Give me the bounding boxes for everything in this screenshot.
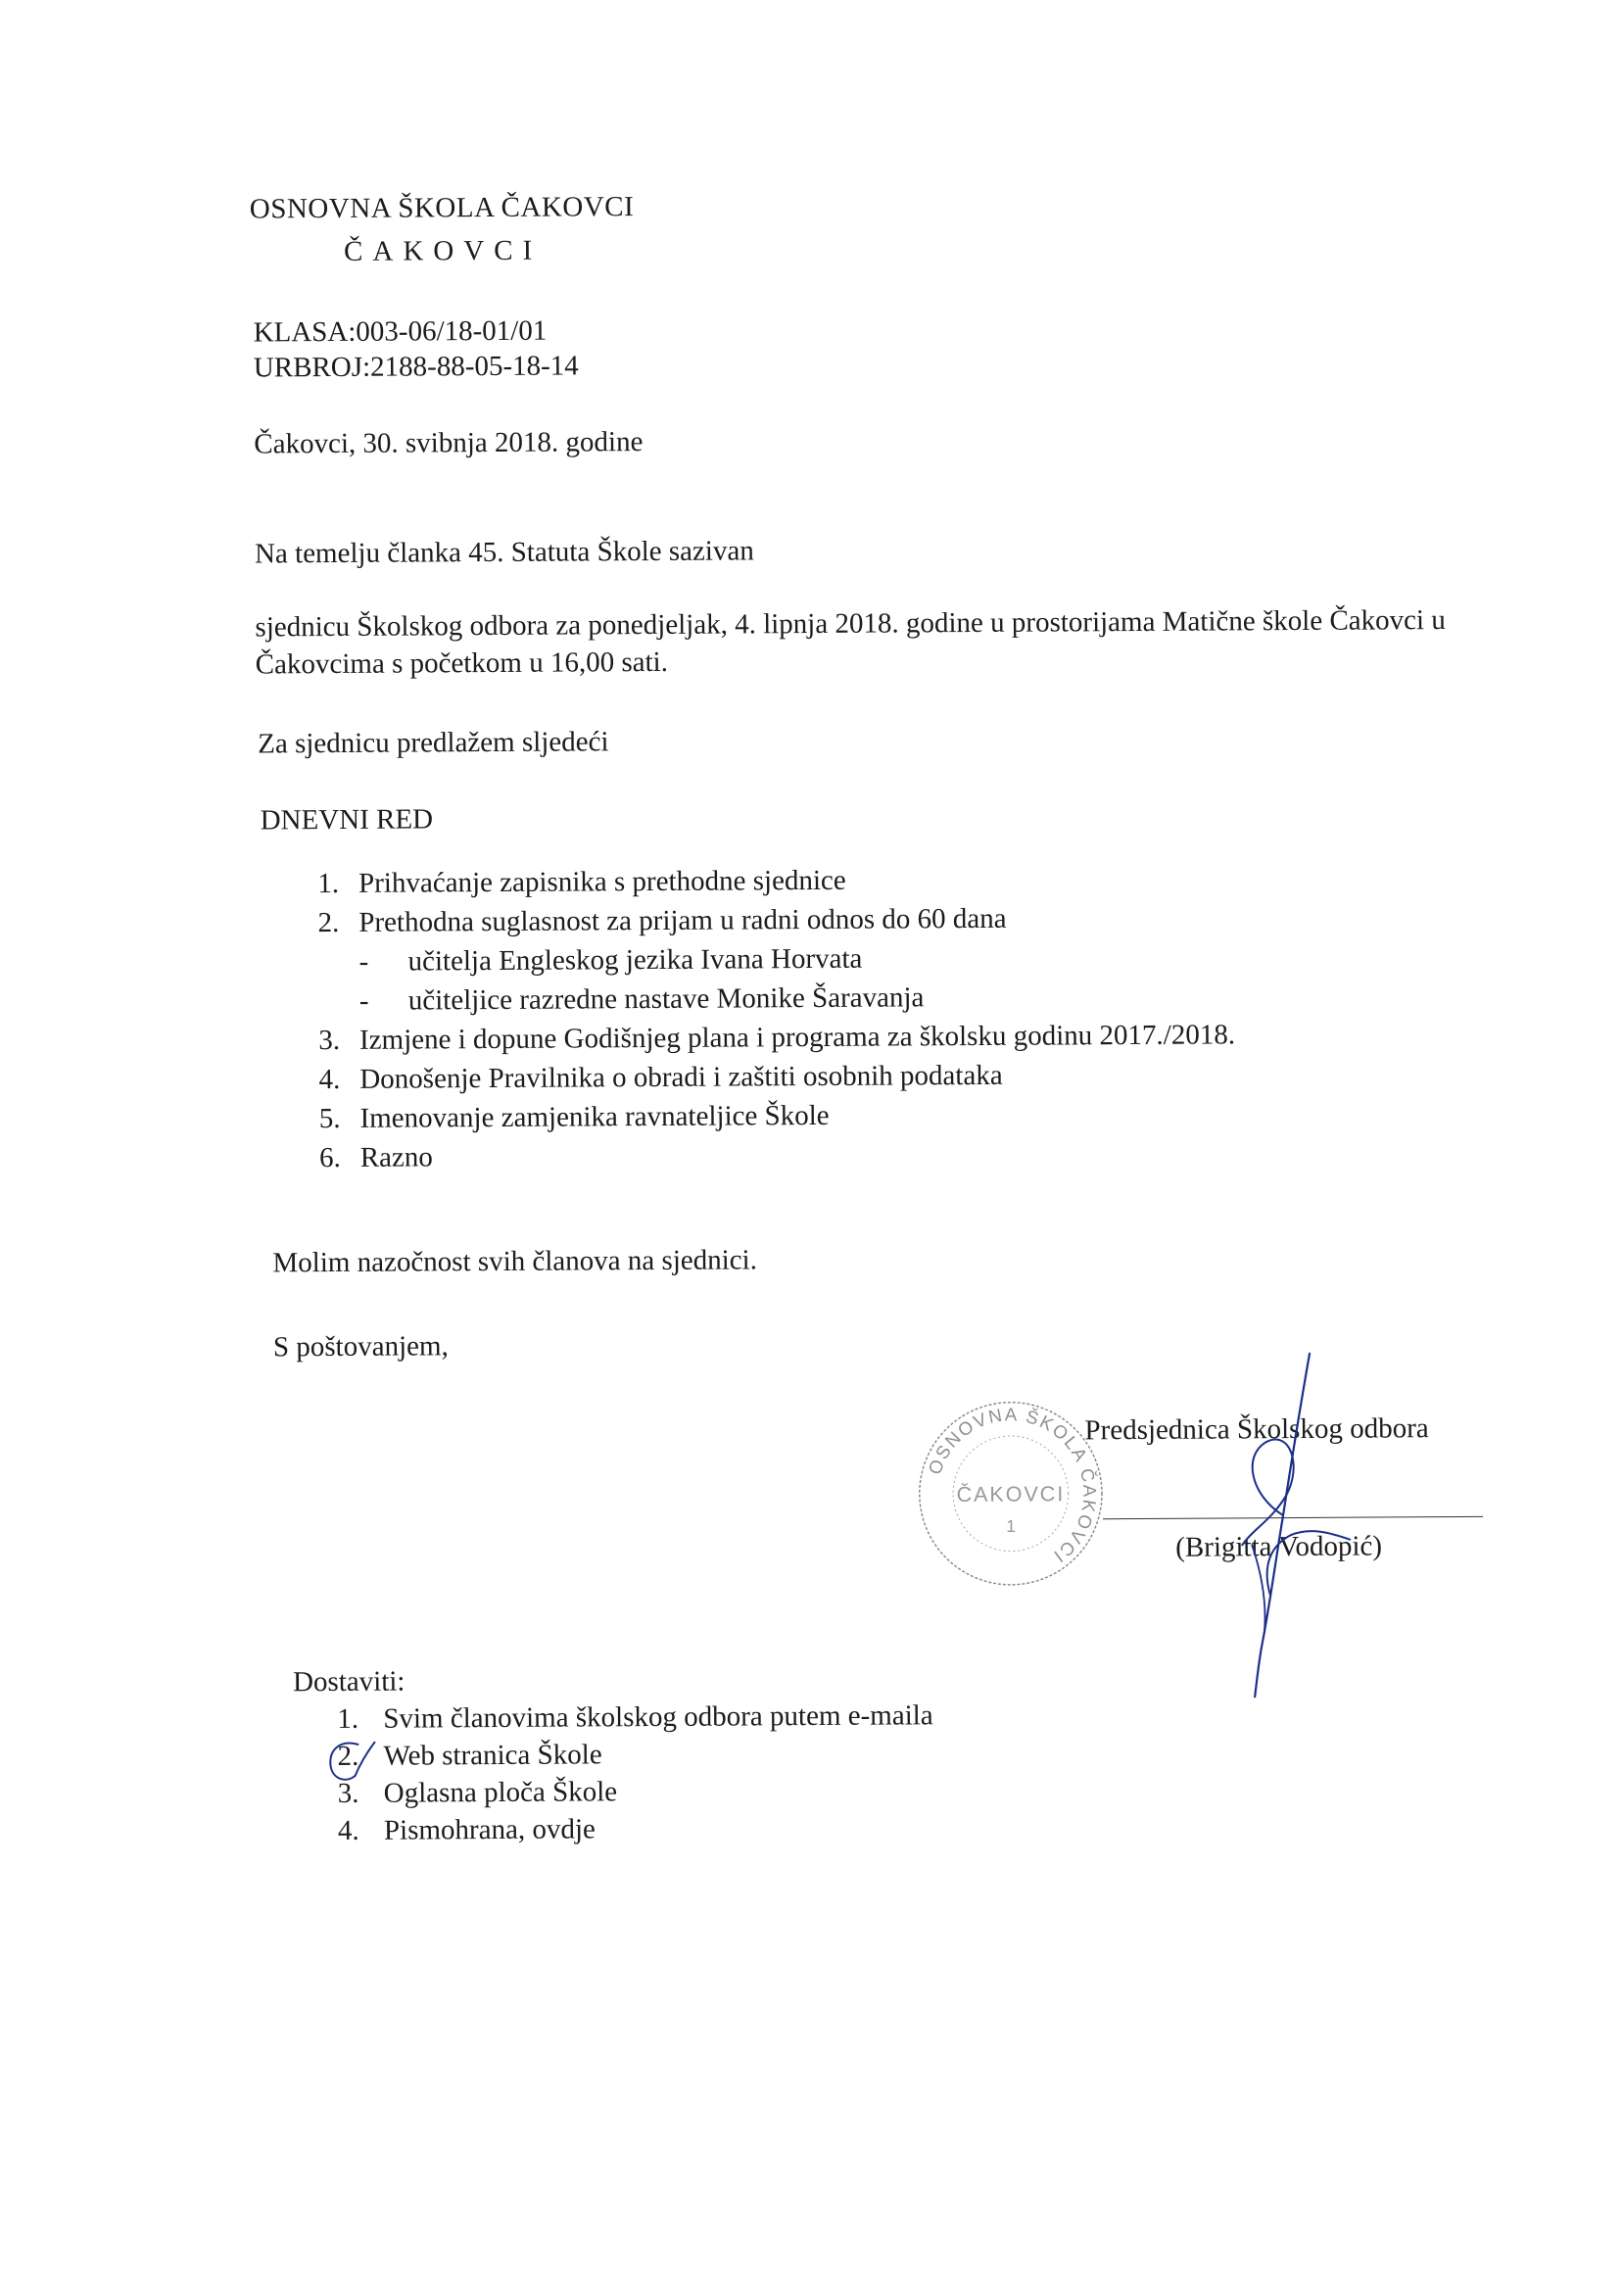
- delivery-item-number: 2.: [337, 1743, 358, 1771]
- delivery-item-text: Web stranica Škole: [383, 1741, 601, 1770]
- signatory-role: Predsjednica Školskog odbora: [1084, 1414, 1428, 1445]
- agenda-item-number: 3.: [299, 1027, 340, 1055]
- agenda-subitem-text: učiteljice razredne nastave Monike Šaravanja: [408, 983, 925, 1015]
- signatory-name: (Brigitta Vodopić): [1175, 1532, 1382, 1561]
- agenda-item-number: 4.: [299, 1066, 340, 1094]
- official-stamp: [914, 1397, 1107, 1590]
- stamp-center-text: ČAKOVCI: [956, 1481, 1065, 1507]
- agenda-subitem-dash: -: [358, 948, 378, 977]
- agenda-subitem-text: učitelja Engleskog jezika Ivana Horvata: [407, 945, 862, 977]
- legal-basis: Na temelju članka 45. Statuta Škole sazivan: [255, 537, 754, 568]
- agenda-item-number: 5.: [299, 1105, 340, 1133]
- delivery-item-number: 4.: [338, 1817, 359, 1845]
- closing-request: Molim nazočnost svih članova na sjednici.: [272, 1246, 757, 1277]
- place-date: Čakovci, 30. svibnja 2018. godine: [254, 428, 643, 458]
- delivery-item-text: Svim članovima školskog odbora putem e-maila: [383, 1701, 933, 1733]
- delivery-item-text: Oglasna ploča Škole: [384, 1778, 618, 1807]
- meeting-convocation: sjednicu Školskog odbora za ponedjeljak, 4. lipnja 2018. godine u prostorijama Matične škole Čakovci u Čakovcima s početkom u 16,00 sati.: [255, 601, 1489, 684]
- stamp-number: 1: [1006, 1516, 1016, 1536]
- school-name: OSNOVNA ŠKOLA ČAKOVCI: [250, 193, 635, 223]
- agenda-item-number: 1.: [298, 870, 339, 898]
- urbroj-reference: URBROJ:2188-88-05-18-14: [254, 352, 579, 382]
- agenda-subitem-dash: -: [359, 987, 379, 1016]
- agenda-list: [298, 870, 300, 1183]
- school-town: ČAKOVCI: [344, 237, 542, 266]
- handwritten-check-mark: [320, 1735, 379, 1803]
- delivery-title: Dostaviti:: [293, 1668, 406, 1698]
- agenda-item-number: 2.: [298, 909, 339, 937]
- handwritten-signature: [1192, 1349, 1370, 1702]
- agenda-intro: Za sjednicu predlažem sljedeći: [258, 728, 608, 758]
- agenda-item-text: Prethodna suglasnost za prijam u radni odnos do 60 dana: [358, 905, 1006, 937]
- agenda-item-text: Izmjene i dopune Godišnjeg plana i programa za školsku godinu 2017./2018.: [359, 1021, 1235, 1054]
- stamp-ring-text: OSNOVNA ŠKOLA ČAKOVCI: [924, 1404, 1101, 1569]
- closing-regards: S poštovanjem,: [273, 1332, 449, 1362]
- klasa-reference: KLASA:003-06/18-01/01: [254, 317, 548, 348]
- agenda-item-text: Donošenje Pravilnika o obradi i zaštiti osobnih podataka: [359, 1062, 1003, 1094]
- agenda-item-number: 6.: [300, 1144, 341, 1172]
- delivery-item-number: 3.: [338, 1780, 359, 1808]
- delivery-item-number: 1.: [337, 1705, 358, 1734]
- delivery-item-text: Pismohrana, ovdje: [384, 1815, 596, 1844]
- agenda-item-text: Prihvaćanje zapisnika s prethodne sjednice: [358, 867, 846, 898]
- agenda-item-text: Razno: [360, 1143, 433, 1172]
- delivery-list: [303, 1705, 304, 1854]
- agenda-item-text: Imenovanje zamjenika ravnateljice Škole: [359, 1102, 829, 1133]
- agenda-title: DNEVNI RED: [261, 805, 434, 835]
